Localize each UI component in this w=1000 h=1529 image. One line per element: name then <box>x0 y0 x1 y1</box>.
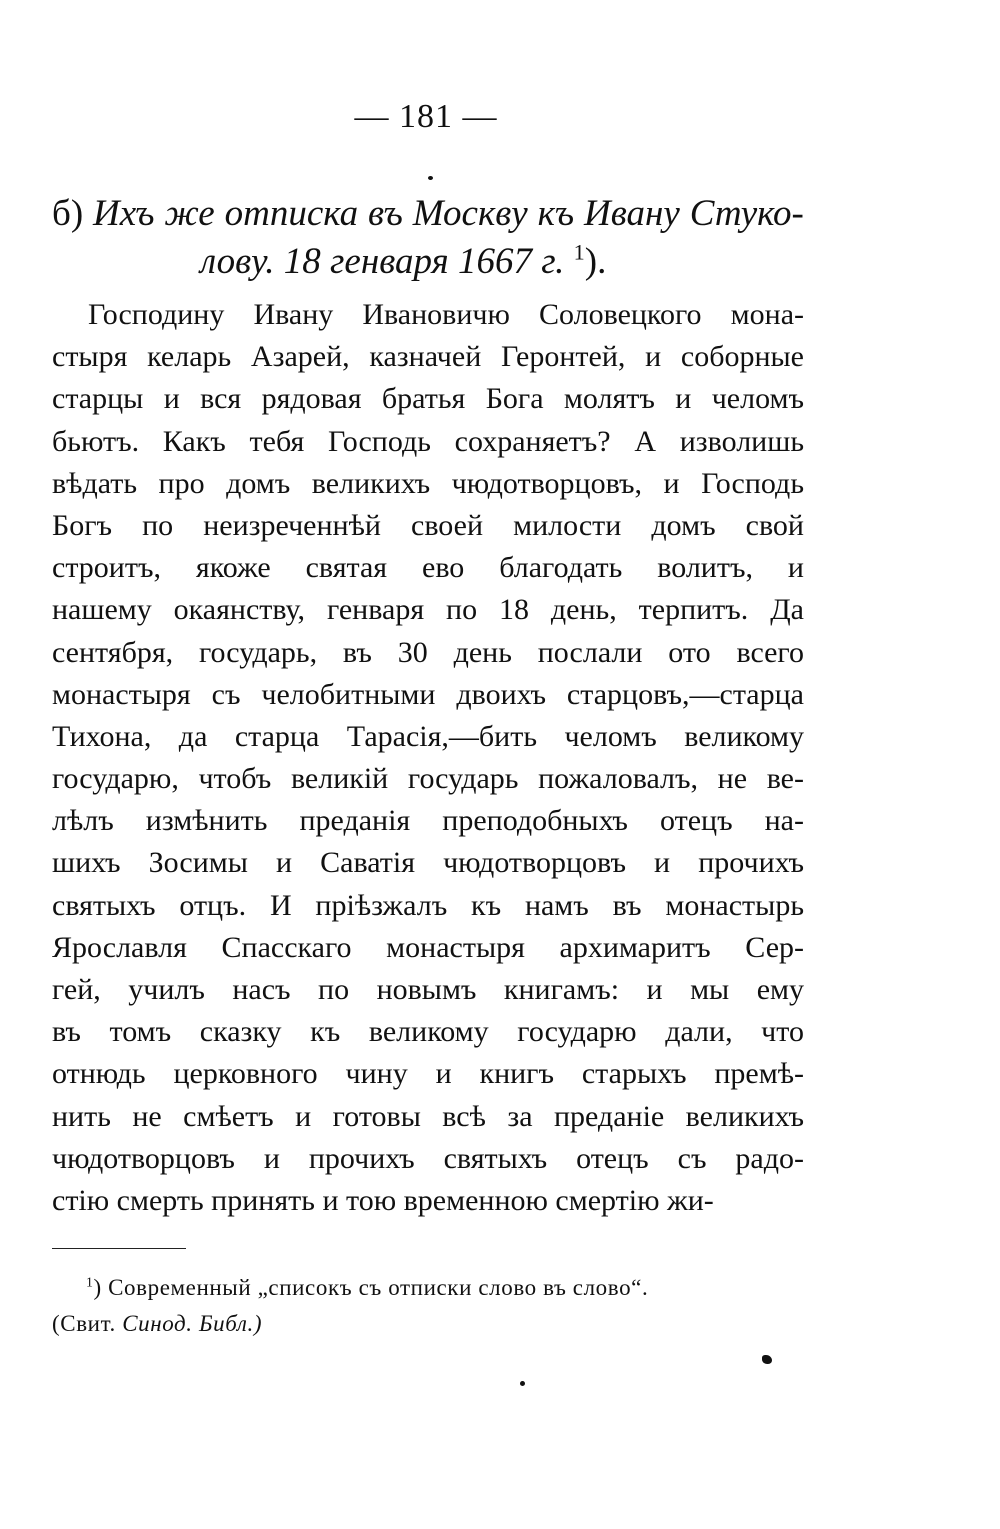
body-line: строитъ, якоже святая ево благодать волитъ, и <box>52 551 804 585</box>
heading-prefix: б) <box>52 193 84 234</box>
body-line: чюдотворцовъ и прочихъ святыхъ отецъ съ радо- <box>52 1141 804 1175</box>
body-line: старцы и вся рядовая братья Бога молятъ и челомъ <box>52 382 804 416</box>
body-line: Богъ по неизреченнѣй своей милости домъ свой <box>52 508 804 542</box>
print-speck <box>428 176 433 180</box>
heading-word: Стуко- <box>689 193 804 234</box>
body-line: святыхъ отцъ. И пріѣзжалъ къ намъ въ монастырь <box>52 888 804 922</box>
body-line: нить не смѣетъ и готовы всѣ за преданіе великихъ <box>52 1099 804 1133</box>
heading-word: же <box>164 193 215 234</box>
body-line: стію смерть принять и тою временною смертію жи- <box>52 1183 714 1217</box>
body-line: вѣдать про домъ великихъ чюдотворцовъ, и Господь <box>52 466 804 500</box>
letter-body <box>52 294 804 1222</box>
heading-line-1 <box>52 190 804 238</box>
footnote-marker: 1 <box>86 1274 94 1290</box>
page-number: — 181 — <box>354 98 498 135</box>
body-line: Господину Ивану Ивановичю Соловецкого мона- <box>88 298 804 331</box>
section-heading <box>52 190 804 286</box>
heading-date: лову. 18 генваря 1667 г. <box>200 241 565 282</box>
footnote-source: Синод. Библ.) <box>122 1311 263 1336</box>
body-line: Ярославля Спасскаго монастыря архимаритъ Сер- <box>52 930 804 964</box>
body-line: Тихона, да старца Тарасія,—бить челомъ великому <box>52 719 804 753</box>
heading-word: Ихъ <box>93 193 155 234</box>
heading-word: Ивану <box>584 193 680 234</box>
body-line: бьютъ. Какъ тебя Господь сохраняетъ? А изволишь <box>52 424 804 458</box>
heading-line-2 <box>52 238 804 286</box>
print-speck <box>520 1381 525 1386</box>
body-line: въ томъ сказку къ великому государю дали, что <box>52 1015 804 1049</box>
body-line: отнюдь церковного чину и книгъ старыхъ премѣ- <box>52 1057 804 1091</box>
footnote-reference[interactable]: 1 <box>573 239 585 265</box>
heading-word: отписка <box>224 193 359 234</box>
footnote-text: ) Современный „списокъ съ отписки слово въ слово“. <box>93 1275 649 1300</box>
footnote-source-open: (Свит. <box>52 1311 123 1336</box>
body-line: государю, чтобъ великій государь пожаловалъ, не ве- <box>52 762 804 796</box>
ink-blot <box>762 1355 772 1364</box>
footnote-line-2 <box>52 1306 804 1342</box>
heading-word: къ <box>537 193 575 234</box>
body-line: лѣлъ измѣнить преданія преподобныхъ отецъ на- <box>52 804 804 838</box>
heading-word: Москву <box>412 193 528 234</box>
body-line: монастыря съ челобитными двоихъ старцовъ,—старца <box>52 677 804 711</box>
footnote-separator <box>52 1248 186 1249</box>
footnote <box>52 1270 804 1342</box>
heading-word: въ <box>368 193 403 234</box>
heading-close: ). <box>584 241 607 282</box>
footnote-line-1 <box>52 1270 804 1306</box>
body-line: стыря келарь Азарей, казначей Геронтей, и соборные <box>52 340 804 374</box>
body-line: шихъ Зосимы и Саватія чюдотворцовъ и прочихъ <box>52 846 804 880</box>
body-line: нашему окаянству, генваря по 18 день, терпитъ. Да <box>52 593 804 627</box>
body-line: гей, училъ насъ по новымъ книгамъ: и мы ему <box>52 973 804 1006</box>
body-line: сентября, государь, въ 30 день послали ото всего <box>52 635 804 669</box>
